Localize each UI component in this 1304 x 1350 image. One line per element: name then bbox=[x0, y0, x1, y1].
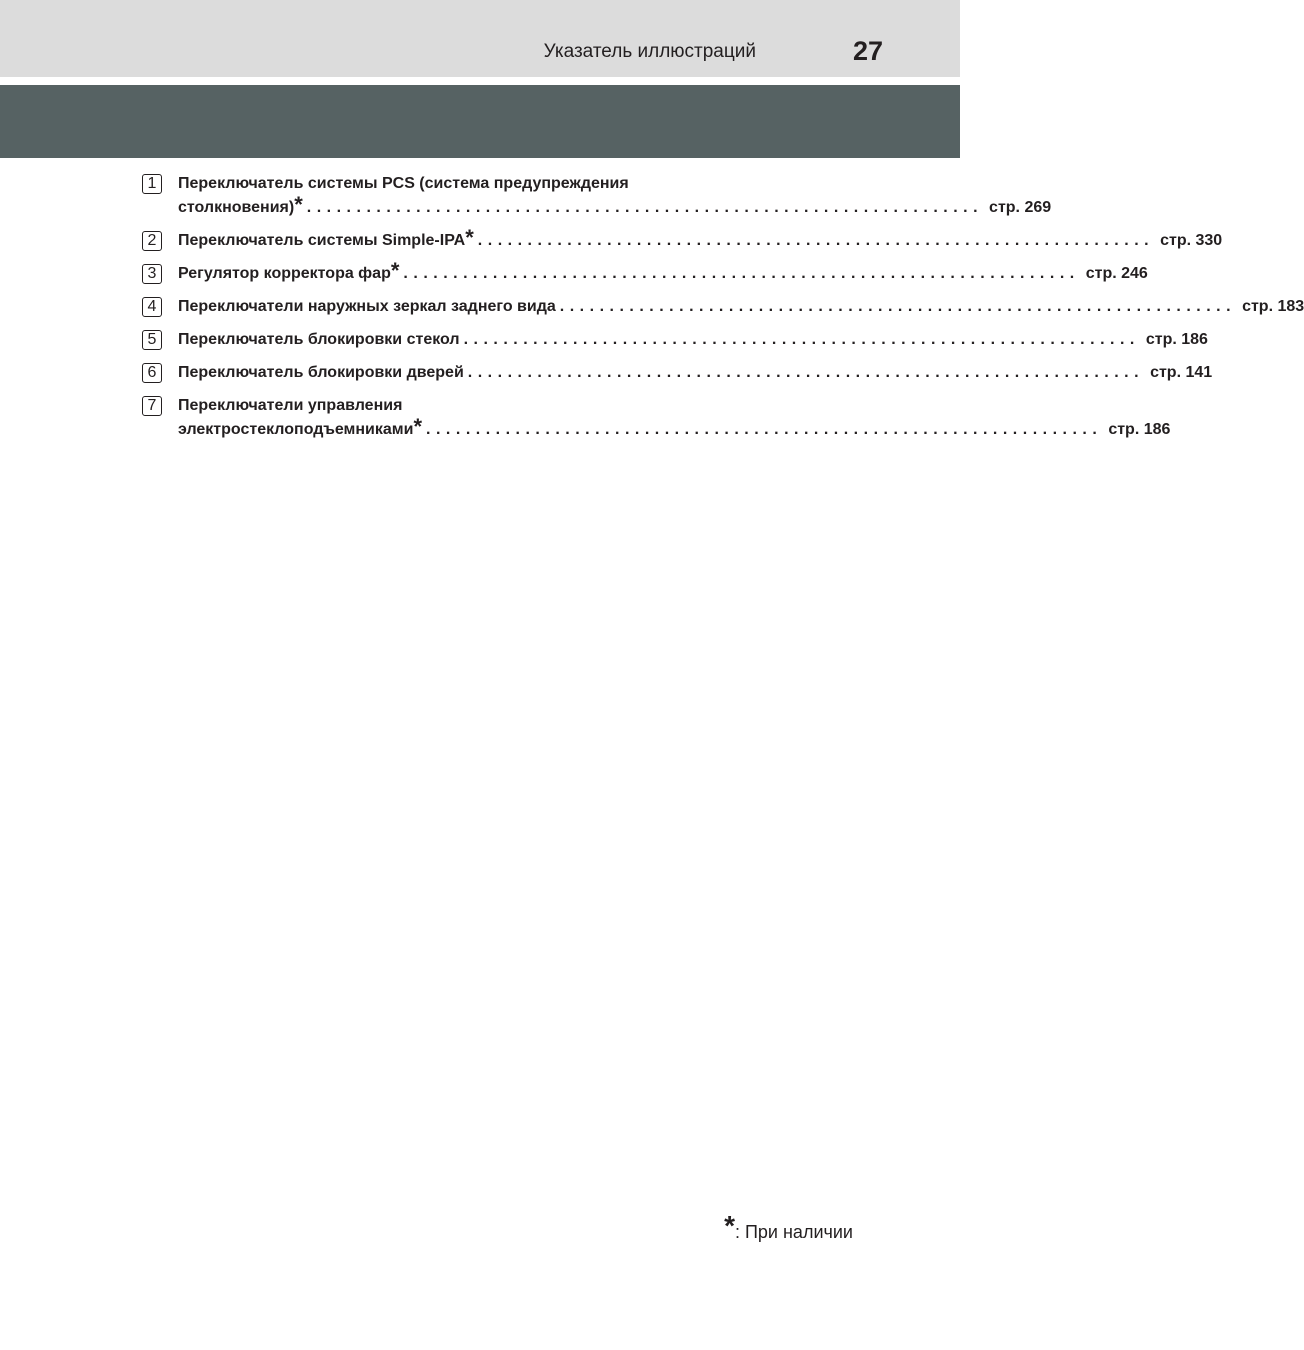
item-label-line1: Переключатели управления bbox=[178, 397, 403, 414]
footnote bbox=[724, 1210, 853, 1243]
page-reference[interactable]: стр. 183 bbox=[1242, 298, 1304, 315]
item-number: 1 bbox=[142, 174, 162, 194]
page-reference[interactable]: стр. 330 bbox=[1160, 232, 1223, 249]
page-number: 27 bbox=[852, 36, 883, 66]
item-label-line1: Переключатель системы PCS (система предупреждения bbox=[178, 175, 629, 192]
list-item bbox=[142, 361, 1213, 385]
item-number: 2 bbox=[142, 231, 162, 251]
item-number: 6 bbox=[142, 363, 162, 383]
dot-leader: .................................................................... bbox=[463, 331, 1140, 348]
list-item: 7 Переключатели управления электростеклоподъемниками * .................................................................... стр. 186 bbox=[142, 394, 814, 442]
illustration-band bbox=[0, 85, 960, 158]
page-reference[interactable]: стр. 269 bbox=[989, 199, 1052, 216]
dot-leader: .................................................................... bbox=[477, 232, 1155, 249]
dot-leader: .................................................................... bbox=[306, 199, 984, 216]
dot-leader: .................................................................... bbox=[403, 265, 1080, 282]
item-number: 5 bbox=[142, 330, 162, 350]
section-title: Указатель иллюстраций bbox=[543, 41, 756, 62]
page-reference[interactable]: стр. 141 bbox=[1150, 364, 1213, 381]
entry-list bbox=[142, 172, 1304, 451]
dot-leader: .................................................................... bbox=[426, 421, 1103, 438]
page-reference[interactable]: стр. 246 bbox=[1085, 265, 1148, 282]
header-divider bbox=[0, 77, 960, 85]
dot-leader: .................................................................... bbox=[467, 364, 1145, 381]
item-label: Переключатель блокировки дверей bbox=[178, 364, 464, 381]
item-label: электростеклоподъемниками bbox=[178, 421, 414, 438]
header-bar bbox=[0, 0, 960, 77]
page-reference[interactable]: стр. 186 bbox=[1108, 421, 1171, 438]
item-label: Регулятор корректора фар bbox=[178, 265, 391, 282]
item-label: Переключатель блокировки стекол bbox=[178, 331, 460, 348]
item-label: столкновения) bbox=[178, 199, 295, 216]
item-number: 4 bbox=[142, 297, 162, 317]
footnote-text: : При наличии bbox=[734, 1222, 853, 1242]
item-number: 7 bbox=[142, 396, 162, 416]
list-item bbox=[142, 328, 1208, 352]
list-item: 2 Переключатель системы Simple-IPA * .................................................................... стр. 330 bbox=[142, 229, 814, 253]
item-label: Переключатель системы Simple-IPA bbox=[178, 232, 466, 249]
page-reference[interactable]: стр. 186 bbox=[1145, 331, 1208, 348]
list-item bbox=[142, 295, 1304, 319]
item-number: 3 bbox=[142, 264, 162, 284]
asterisk-mark: * bbox=[724, 1210, 735, 1241]
list-item: 1 Переключатель системы PCS (система предупреждения столкновения) * .................................................................... стр. 269 bbox=[142, 172, 814, 220]
list-item: 3 Регулятор корректора фар * .................................................................... стр. 246 bbox=[142, 262, 814, 286]
item-label: Переключатели наружных зеркал заднего вида bbox=[178, 298, 556, 315]
dot-leader: .................................................................... bbox=[559, 298, 1237, 315]
